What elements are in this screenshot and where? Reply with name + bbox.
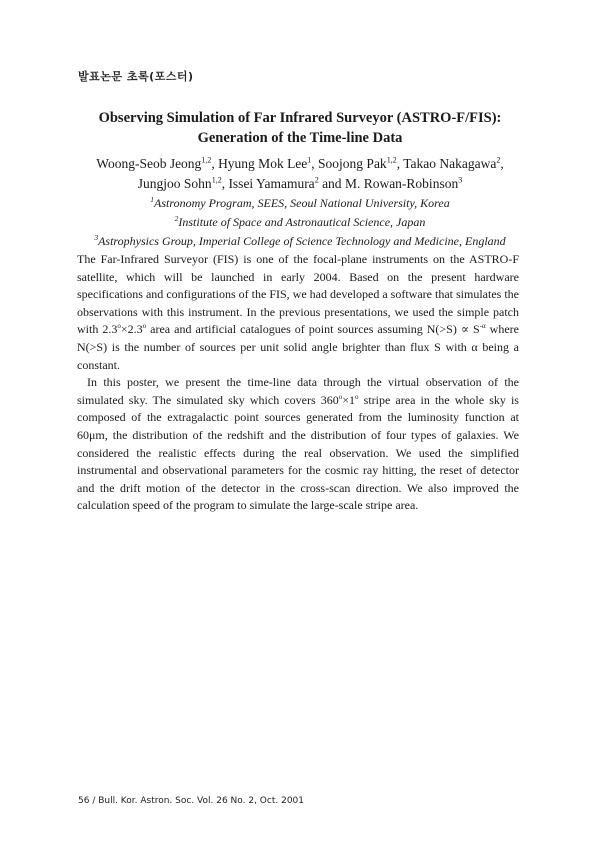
abstract-paragraph-2 bbox=[77, 374, 519, 515]
abstract-text: The Far-Infrared Surveyor (FIS) is one of the focal-plane instruments on the ASTRO-F satellite, which will be launched in early 2004. Based on the present hardware specifications and configurations of the FIS, we had developed a software that simulates the observations with this instrument. In the previous presentations, we used the simple patch with 2.3 bbox=[77, 252, 519, 337]
author-separator: , bbox=[221, 176, 229, 191]
abstract-text: area and artificial catalogues of point sources assuming N(>S) ∝ S bbox=[146, 322, 480, 337]
section-label: 발표논문 초록(포스터) bbox=[78, 70, 194, 83]
degree-sup: o bbox=[338, 392, 343, 401]
abstract-paragraph-1 bbox=[77, 251, 519, 374]
affiliation-sup: 1 bbox=[150, 195, 155, 204]
abstract-text: ×1 bbox=[342, 392, 356, 407]
affiliation-text: Astrophysics Group, Imperial College of Science Technology and Medicine, England bbox=[98, 234, 506, 248]
author-separator: , bbox=[500, 156, 504, 171]
author: Takao Nakagawa bbox=[403, 156, 497, 171]
degree-sup: o bbox=[117, 322, 121, 331]
footer-citation: 56 / Bull. Kor. Astron. Soc. Vol. 26 No. 2, Oct. 2001 bbox=[78, 796, 304, 806]
abstract bbox=[77, 251, 519, 515]
author-separator: , bbox=[396, 156, 404, 171]
author: Soojong Pak bbox=[318, 156, 387, 171]
author-affil-sup: 1 bbox=[307, 155, 312, 165]
paper-title-line-1: Observing Simulation of Far Infrared Surveyor (ASTRO-F/FIS): bbox=[98, 110, 502, 126]
affiliation-sup: 2 bbox=[174, 214, 179, 223]
author-affil-sup: 1,2 bbox=[386, 155, 397, 165]
abstract-text: In this poster, we present the time-line data through the virtual observation of the simulated sky. The simulated sky which covers 360 bbox=[77, 375, 519, 407]
abstract-text: stripe area in the whole sky is composed of the extragalactic point sources generated from the luminosity function at 60μm, the distribution of the redshift and the distribution of four types of galaxies. We considered the realistic effects during the real observation. We used the simplified instrumental and observational parameters for the cosmic ray hitting, the reset of detector and the drift motion of the detector in the cross-scan direction. We also improved the calculation speed of the program to simulate the large-scale stripe area. bbox=[77, 392, 519, 513]
affiliation-text: Astronomy Program, SEES, Seoul National University, Korea bbox=[154, 196, 450, 210]
author: M. Rowan-Robinson bbox=[344, 176, 459, 191]
affiliation-sup: 3 bbox=[94, 233, 99, 242]
author-affil-sup: 2 bbox=[314, 175, 319, 185]
abstract-text: ×2.3 bbox=[120, 322, 143, 337]
exponent-sup: -α bbox=[479, 322, 486, 331]
affiliation bbox=[60, 194, 540, 213]
degree-sup: o bbox=[355, 392, 359, 401]
author: Jungjoo Sohn bbox=[137, 176, 212, 191]
author: Hyung Mok Lee bbox=[218, 156, 308, 171]
author-list bbox=[60, 154, 540, 194]
author-separator: and bbox=[318, 176, 345, 191]
affiliation-text: Institute of Space and Astronautical Science, Japan bbox=[178, 215, 426, 229]
author-separator: , bbox=[211, 156, 219, 171]
author: Issei Yamamura bbox=[228, 176, 315, 191]
author-separator: , bbox=[311, 156, 319, 171]
title-block bbox=[60, 108, 540, 251]
author-affil-sup: 3 bbox=[458, 175, 463, 185]
affiliation bbox=[60, 213, 540, 232]
author-affil-sup: 2 bbox=[496, 155, 501, 165]
author-affil-sup: 1,2 bbox=[201, 155, 212, 165]
degree-sup: o bbox=[142, 322, 147, 331]
paper-title-line-2: Generation of the Time-line Data bbox=[197, 130, 403, 146]
affiliation bbox=[60, 232, 540, 251]
author-affil-sup: 1,2 bbox=[211, 175, 222, 185]
author: Woong-Seob Jeong bbox=[96, 156, 202, 171]
abstract-text: where N(>S) is the number of sources per unit solid angle brighter than flux S with α being a constant. bbox=[77, 322, 519, 372]
